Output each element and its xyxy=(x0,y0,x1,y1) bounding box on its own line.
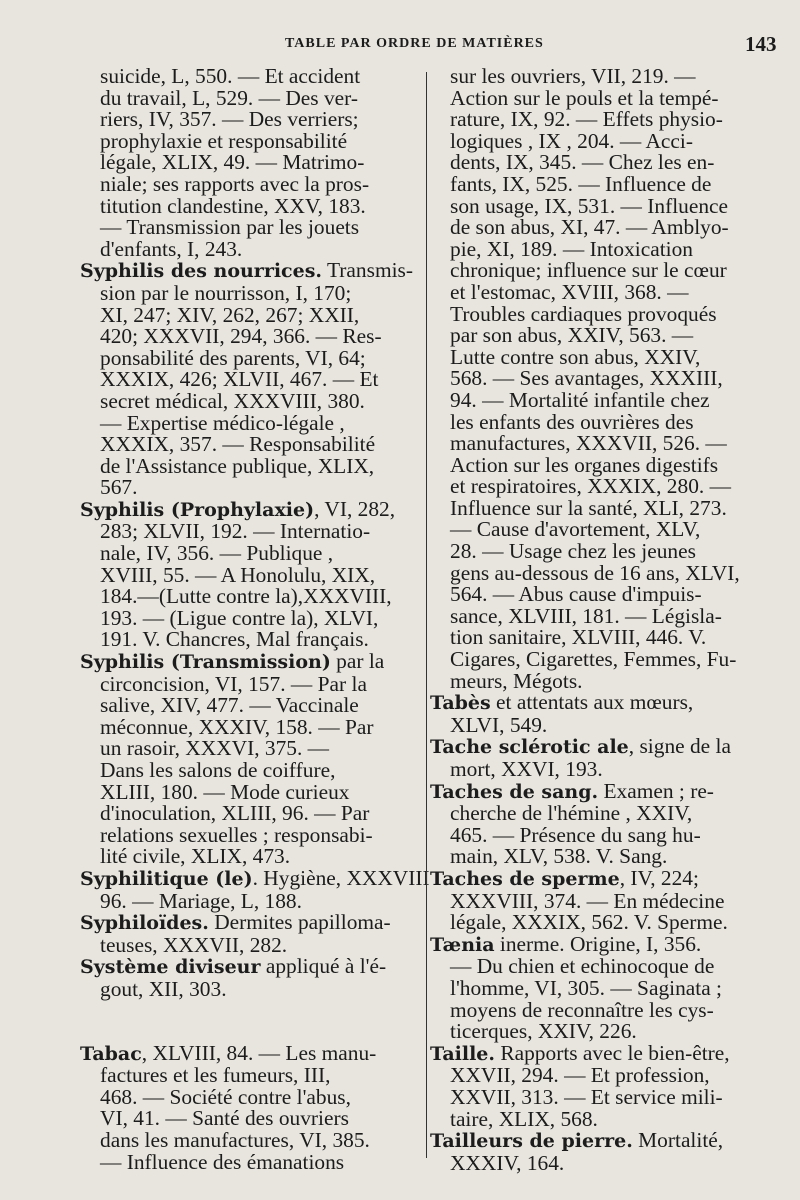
entry-text: inerme. Origine, I, 356. xyxy=(494,931,702,956)
entry-heading: Taille. xyxy=(430,1042,495,1065)
index-entry xyxy=(430,736,762,780)
entry-line xyxy=(430,301,762,326)
entry-line xyxy=(430,846,762,868)
entry-line xyxy=(430,1065,762,1087)
entry-text: 283; XLVII, 192. — Internatio- xyxy=(100,519,371,544)
entry-line xyxy=(80,302,417,327)
entry-text: Dermites papilloma- xyxy=(208,910,391,935)
entry-line xyxy=(430,803,762,825)
entry-line xyxy=(430,325,762,347)
entry-text: riers, IV, 357. — Des verriers; xyxy=(100,107,359,132)
entry-line xyxy=(430,712,762,737)
entry-text: niale; ses rapports avec la pros- xyxy=(100,171,370,196)
entry-line xyxy=(80,543,417,565)
entry-text: XXVII, 313. — Et service mili- xyxy=(450,1084,723,1109)
entry-line xyxy=(430,260,762,282)
entry-line xyxy=(430,236,762,261)
entry-heading: Taches de sperme xyxy=(430,867,620,890)
entry-text: nale, IV, 356. — Publique , xyxy=(100,541,334,566)
entry-text: moyens de reconnaître les cys- xyxy=(450,997,714,1022)
entry-text: gout, XII, 303. xyxy=(100,976,227,1001)
entry-text: chronique; influence sur le cœur xyxy=(450,258,727,283)
entry-text: , IV, 224; xyxy=(619,865,699,890)
entry-text: — Du chien et echinocoque de xyxy=(450,954,715,979)
entry-text: . Hygiène, XXXVIII xyxy=(252,865,430,890)
entry-text: sion par le nourrisson, I, 170; xyxy=(100,280,352,305)
entry-text: teuses, XXXVII, 282. xyxy=(100,932,288,957)
entry-text: 94. — Mortalité infantile chez xyxy=(450,387,710,412)
entry-text: titution clandestine, XXV, 183. xyxy=(100,193,366,218)
entry-line xyxy=(80,128,417,153)
entry-line xyxy=(80,85,417,110)
entry-line xyxy=(430,975,762,1000)
entry-line xyxy=(80,521,417,543)
entry-heading: Syphilitique (le) xyxy=(80,867,253,890)
entry-text: 184.—(Lutte contre la),XXXVIII, xyxy=(100,584,392,609)
entry-text: Lutte contre son abus, XXIV, xyxy=(450,344,701,369)
entry-text: — Transmission par les jouets xyxy=(100,215,360,240)
entry-text: 191. V. Chancres, Mal français. xyxy=(100,627,369,652)
entry-line xyxy=(430,519,762,541)
entry-line xyxy=(430,865,762,891)
entry-text: XXXIX, 426; XLVII, 467. — Et xyxy=(100,367,379,392)
entry-text: dents, IX, 345. — Chez les en- xyxy=(450,150,715,175)
entry-line xyxy=(80,695,417,717)
entry-text: méconnue, XXXIV, 158. — Par xyxy=(100,714,374,739)
entry-text: du travail, L, 529. — Des ver- xyxy=(100,85,358,110)
entry-text: et attentats aux mœurs, xyxy=(490,690,694,715)
entry-text: lité civile, XLIX, 473. xyxy=(100,844,291,869)
entry-line xyxy=(80,1149,417,1174)
index-entry xyxy=(80,1040,417,1174)
entry-text: gens au-dessous de 16 ans, XLVI, xyxy=(450,560,740,585)
entry-line xyxy=(80,865,430,891)
entry-line xyxy=(80,345,417,370)
entry-line xyxy=(430,66,762,88)
index-entry xyxy=(430,778,762,869)
entry-line xyxy=(80,846,417,868)
entry-line xyxy=(80,1108,417,1130)
entry-text: — Cause d'avortement, XLV, xyxy=(450,517,701,542)
entry-text: XXXIX, 357. — Responsabilité xyxy=(100,432,376,457)
entry-text: 564. — Abus cause d'impuis- xyxy=(450,582,702,607)
entry-text: relations sexuelles ; responsabi- xyxy=(100,822,373,847)
index-entry xyxy=(80,260,417,499)
index-entry xyxy=(430,931,762,1044)
entry-line xyxy=(430,649,762,671)
entry-text: tion sanitaire, XLVIII, 446. V. xyxy=(450,625,707,650)
entry-text: Examen ; re- xyxy=(598,778,714,803)
entry-line xyxy=(80,109,417,131)
entry-line xyxy=(80,714,417,739)
entry-line xyxy=(80,1065,417,1087)
index-entry xyxy=(430,692,762,736)
entry-line xyxy=(430,1021,762,1043)
entry-line xyxy=(430,1150,762,1175)
entry-text: d'enfants, I, 243. xyxy=(100,236,243,261)
entry-line xyxy=(430,476,762,498)
entry-text: légale, XXXIX, 562. V. Sperme. xyxy=(450,910,728,935)
index-entry xyxy=(80,956,417,1000)
entry-line xyxy=(430,85,762,110)
entry-text: 96. — Mariage, L, 188. xyxy=(100,888,302,913)
entry-text: Influence sur la santé, XLI, 273. xyxy=(450,495,727,520)
entry-line xyxy=(80,369,417,391)
entry-text: XI, 247; XIV, 262, 267; XXII, xyxy=(100,302,360,327)
entry-text: 420; XXXVII, 294, 366. — Res- xyxy=(100,324,382,349)
entry-text: 567. xyxy=(100,475,138,500)
entry-text: XLIII, 180. — Mode curieux xyxy=(100,779,350,804)
entry-text: XVIII, 55. — A Honolulu, XIX, xyxy=(100,562,376,587)
entry-text: prophylaxie et responsabilité xyxy=(100,128,348,153)
entry-line xyxy=(430,193,762,218)
entry-line xyxy=(430,452,762,477)
entry-line xyxy=(80,912,417,935)
entry-line xyxy=(430,778,762,804)
entry-heading: Syphilis (Transmission) xyxy=(80,651,331,674)
entry-text: Transmis- xyxy=(322,258,413,283)
entry-line xyxy=(430,1106,762,1131)
entry-line xyxy=(430,912,762,934)
entry-text: appliqué à l'é- xyxy=(260,954,387,979)
entry-line xyxy=(80,586,417,608)
index-entry xyxy=(430,1040,762,1131)
entry-line xyxy=(80,562,417,587)
index-entry-continuation xyxy=(80,66,417,260)
entry-line xyxy=(430,1130,762,1153)
entry-heading: Syphilis des nourrices. xyxy=(80,260,323,283)
entry-text: Dans les salons de coiffure, xyxy=(100,758,336,782)
entry-text: logiques , IX , 204. — Acci- xyxy=(450,128,693,153)
entry-line xyxy=(80,976,417,1001)
entry-text: et l'estomac, XVIII, 368. — xyxy=(450,279,689,304)
entry-line xyxy=(430,692,762,715)
entry-line xyxy=(430,668,762,693)
entry-text: 465. — Présence du sang hu- xyxy=(450,822,701,847)
entry-heading: Système diviseur xyxy=(80,956,261,979)
entry-line xyxy=(430,888,762,913)
entry-text: VI, 41. — Santé des ouvriers xyxy=(100,1106,349,1131)
entry-line xyxy=(430,387,762,412)
entry-text: sur les ouvriers, VII, 219. — xyxy=(450,64,696,88)
entry-text: suicide, L, 550. — Et accident xyxy=(100,64,361,88)
entry-text: dans les manufactures, VI, 385. xyxy=(100,1127,370,1152)
entry-text: l'homme, VI, 305. — Saginata ; xyxy=(450,975,722,1000)
entry-line xyxy=(80,217,417,239)
entry-text: Rapports avec le bien-être, xyxy=(495,1040,730,1065)
index-entry xyxy=(430,1130,762,1174)
entry-line xyxy=(430,495,762,520)
entry-text: — Influence des émanations xyxy=(100,1149,345,1174)
entry-heading: Tailleurs de pierre. xyxy=(430,1130,633,1153)
entry-line xyxy=(430,627,762,649)
page-number: 143 xyxy=(745,32,777,56)
entry-line xyxy=(80,236,417,261)
entry-text: par son abus, XXIV, 563. — xyxy=(450,323,694,348)
entry-text: 468. — Société contre l'abus, xyxy=(100,1084,351,1109)
entry-line xyxy=(430,541,762,563)
entry-text: les enfants des ouvrières des xyxy=(450,409,694,434)
entry-line xyxy=(80,738,417,760)
entry-text: , signe de la xyxy=(628,734,731,759)
entry-line xyxy=(430,931,762,957)
left-column xyxy=(80,64,430,1174)
entry-line xyxy=(80,326,417,348)
entry-text: rature, IX, 92. — Effets physio- xyxy=(450,107,723,132)
running-header xyxy=(0,32,800,56)
entry-line xyxy=(430,128,762,153)
entry-line xyxy=(430,822,762,847)
entry-line xyxy=(430,279,762,304)
entry-text: factures et les fumeurs, III, xyxy=(100,1063,331,1088)
entry-text: secret médical, XXXVIII, 380. xyxy=(100,388,365,413)
entry-line xyxy=(80,760,417,782)
entry-line xyxy=(80,496,417,522)
entry-line xyxy=(80,280,417,305)
entry-line xyxy=(430,433,762,455)
entry-text: de son abus, XI, 47. — Amblyo- xyxy=(450,215,729,240)
entry-line xyxy=(80,1084,417,1109)
entry-line xyxy=(430,217,762,239)
entry-line xyxy=(80,629,417,651)
column-divider xyxy=(426,72,427,1158)
entry-text: légale, XLIX, 49. — Matrimo- xyxy=(100,150,365,175)
entry-text: taire, XLIX, 568. xyxy=(450,1106,598,1131)
entry-line xyxy=(80,66,417,88)
entry-text: cherche de l'hémine , XXIV, xyxy=(450,801,693,826)
entry-line xyxy=(430,409,762,434)
entry-text: et respiratoires, XXXIX, 280. — xyxy=(450,474,731,499)
entry-line xyxy=(430,997,762,1022)
index-entry xyxy=(80,496,417,652)
entry-line xyxy=(430,152,762,174)
entry-heading: Tænia xyxy=(430,933,495,956)
index-entry xyxy=(80,651,417,868)
entry-text: 568. — Ses avantages, XXXIII, xyxy=(450,366,723,391)
entry-text: de l'Assistance publique, XLIX, xyxy=(100,453,375,478)
entry-text: Action sur les organes digestifs xyxy=(450,452,719,477)
entry-line xyxy=(430,560,762,585)
entry-text: circoncision, VI, 157. — Par la xyxy=(100,671,367,696)
entry-line xyxy=(430,603,762,628)
entry-text: XLVI, 549. xyxy=(450,712,548,737)
entry-text: son usage, IX, 531. — Influence xyxy=(450,193,729,218)
index-entry xyxy=(80,865,430,913)
entry-heading: Tabac xyxy=(80,1042,142,1065)
entry-line xyxy=(430,1084,762,1109)
entry-text: , VI, 282, xyxy=(314,496,396,521)
entry-line xyxy=(80,1040,417,1066)
header-title: TABLE PAR ORDRE DE MATIÈRES xyxy=(285,36,544,51)
entry-line xyxy=(80,932,417,957)
entry-text: 193. — (Ligue contre la), XLVI, xyxy=(100,605,379,630)
entry-line xyxy=(80,260,417,283)
entry-text: 28. — Usage chez les jeunes xyxy=(450,539,696,564)
entry-text: XXXVIII, 374. — En médecine xyxy=(450,888,725,913)
entry-text: mort, XXVI, 193. xyxy=(450,757,603,781)
entry-line xyxy=(80,477,417,499)
entry-text: Cigares, Cigarettes, Femmes, Fu- xyxy=(450,647,737,672)
entry-line xyxy=(80,671,417,696)
entry-line xyxy=(430,344,762,369)
entry-text: Action sur le pouls et la tempé- xyxy=(450,85,719,110)
entry-line xyxy=(80,453,417,478)
entry-line xyxy=(80,803,417,825)
entry-line xyxy=(80,410,417,435)
entry-text: ponsabilité des parents, VI, 64; xyxy=(100,345,366,370)
entry-line xyxy=(80,605,417,630)
entry-line xyxy=(430,171,762,196)
entry-text: XXVII, 294. — Et profession, xyxy=(450,1063,710,1088)
entry-heading: Tabès xyxy=(430,692,491,715)
entry-line xyxy=(430,109,762,131)
entry-text: ticerques, XXIV, 226. xyxy=(450,1019,637,1044)
entry-line xyxy=(430,956,762,978)
entry-text: un rasoir, XXXVI, 375. — xyxy=(100,736,330,761)
entry-line xyxy=(80,171,417,196)
entry-text: fants, IX, 525. — Influence de xyxy=(450,171,712,196)
index-entry xyxy=(430,865,762,935)
entry-line xyxy=(430,368,762,390)
entry-line xyxy=(430,584,762,606)
entry-heading: Syphiloïdes. xyxy=(80,912,209,935)
entry-line xyxy=(80,434,417,456)
entry-text: d'inoculation, XLIII, 96. — Par xyxy=(100,801,370,826)
entry-text: par la xyxy=(330,649,385,674)
entry-text: salive, XIV, 477. — Vaccinale xyxy=(100,693,359,718)
entry-heading: Syphilis (Prophylaxie) xyxy=(80,498,315,521)
entry-heading: Taches de sang. xyxy=(430,780,599,803)
entry-text: meurs, Mégots. xyxy=(450,668,583,693)
entry-line xyxy=(80,956,417,979)
entry-text: Mortalité, xyxy=(632,1128,724,1153)
entry-line xyxy=(80,779,417,804)
entry-text: Troubles cardiaques provoqués xyxy=(450,301,717,326)
entry-text: , XLVIII, 84. — Les manu- xyxy=(141,1040,377,1065)
entry-line xyxy=(430,1040,762,1066)
entry-text: pie, XI, 189. — Intoxication xyxy=(450,236,693,261)
entry-text: manufactures, XXXVII, 526. — xyxy=(450,431,727,456)
entry-gap xyxy=(80,1001,417,1043)
right-column xyxy=(430,66,762,1174)
entry-line xyxy=(430,736,762,759)
entry-line xyxy=(80,888,417,913)
entry-line xyxy=(80,388,417,413)
index-entry xyxy=(80,912,417,956)
entry-line xyxy=(80,822,417,847)
entry-text: main, XLV, 538. V. Sang. xyxy=(450,844,668,869)
index-entry-continuation xyxy=(430,66,762,692)
entry-line xyxy=(80,1127,417,1152)
entry-line xyxy=(80,651,417,674)
entry-text: XXXIV, 164. xyxy=(450,1150,565,1175)
entry-heading: Tache sclérotic ale xyxy=(430,736,629,759)
entry-line xyxy=(80,152,417,174)
entry-line xyxy=(80,193,417,218)
entry-text: — Expertise médico-légale , xyxy=(100,410,345,435)
entry-line xyxy=(430,759,762,781)
entry-text: sance, XLVIII, 181. — Législa- xyxy=(450,603,722,628)
